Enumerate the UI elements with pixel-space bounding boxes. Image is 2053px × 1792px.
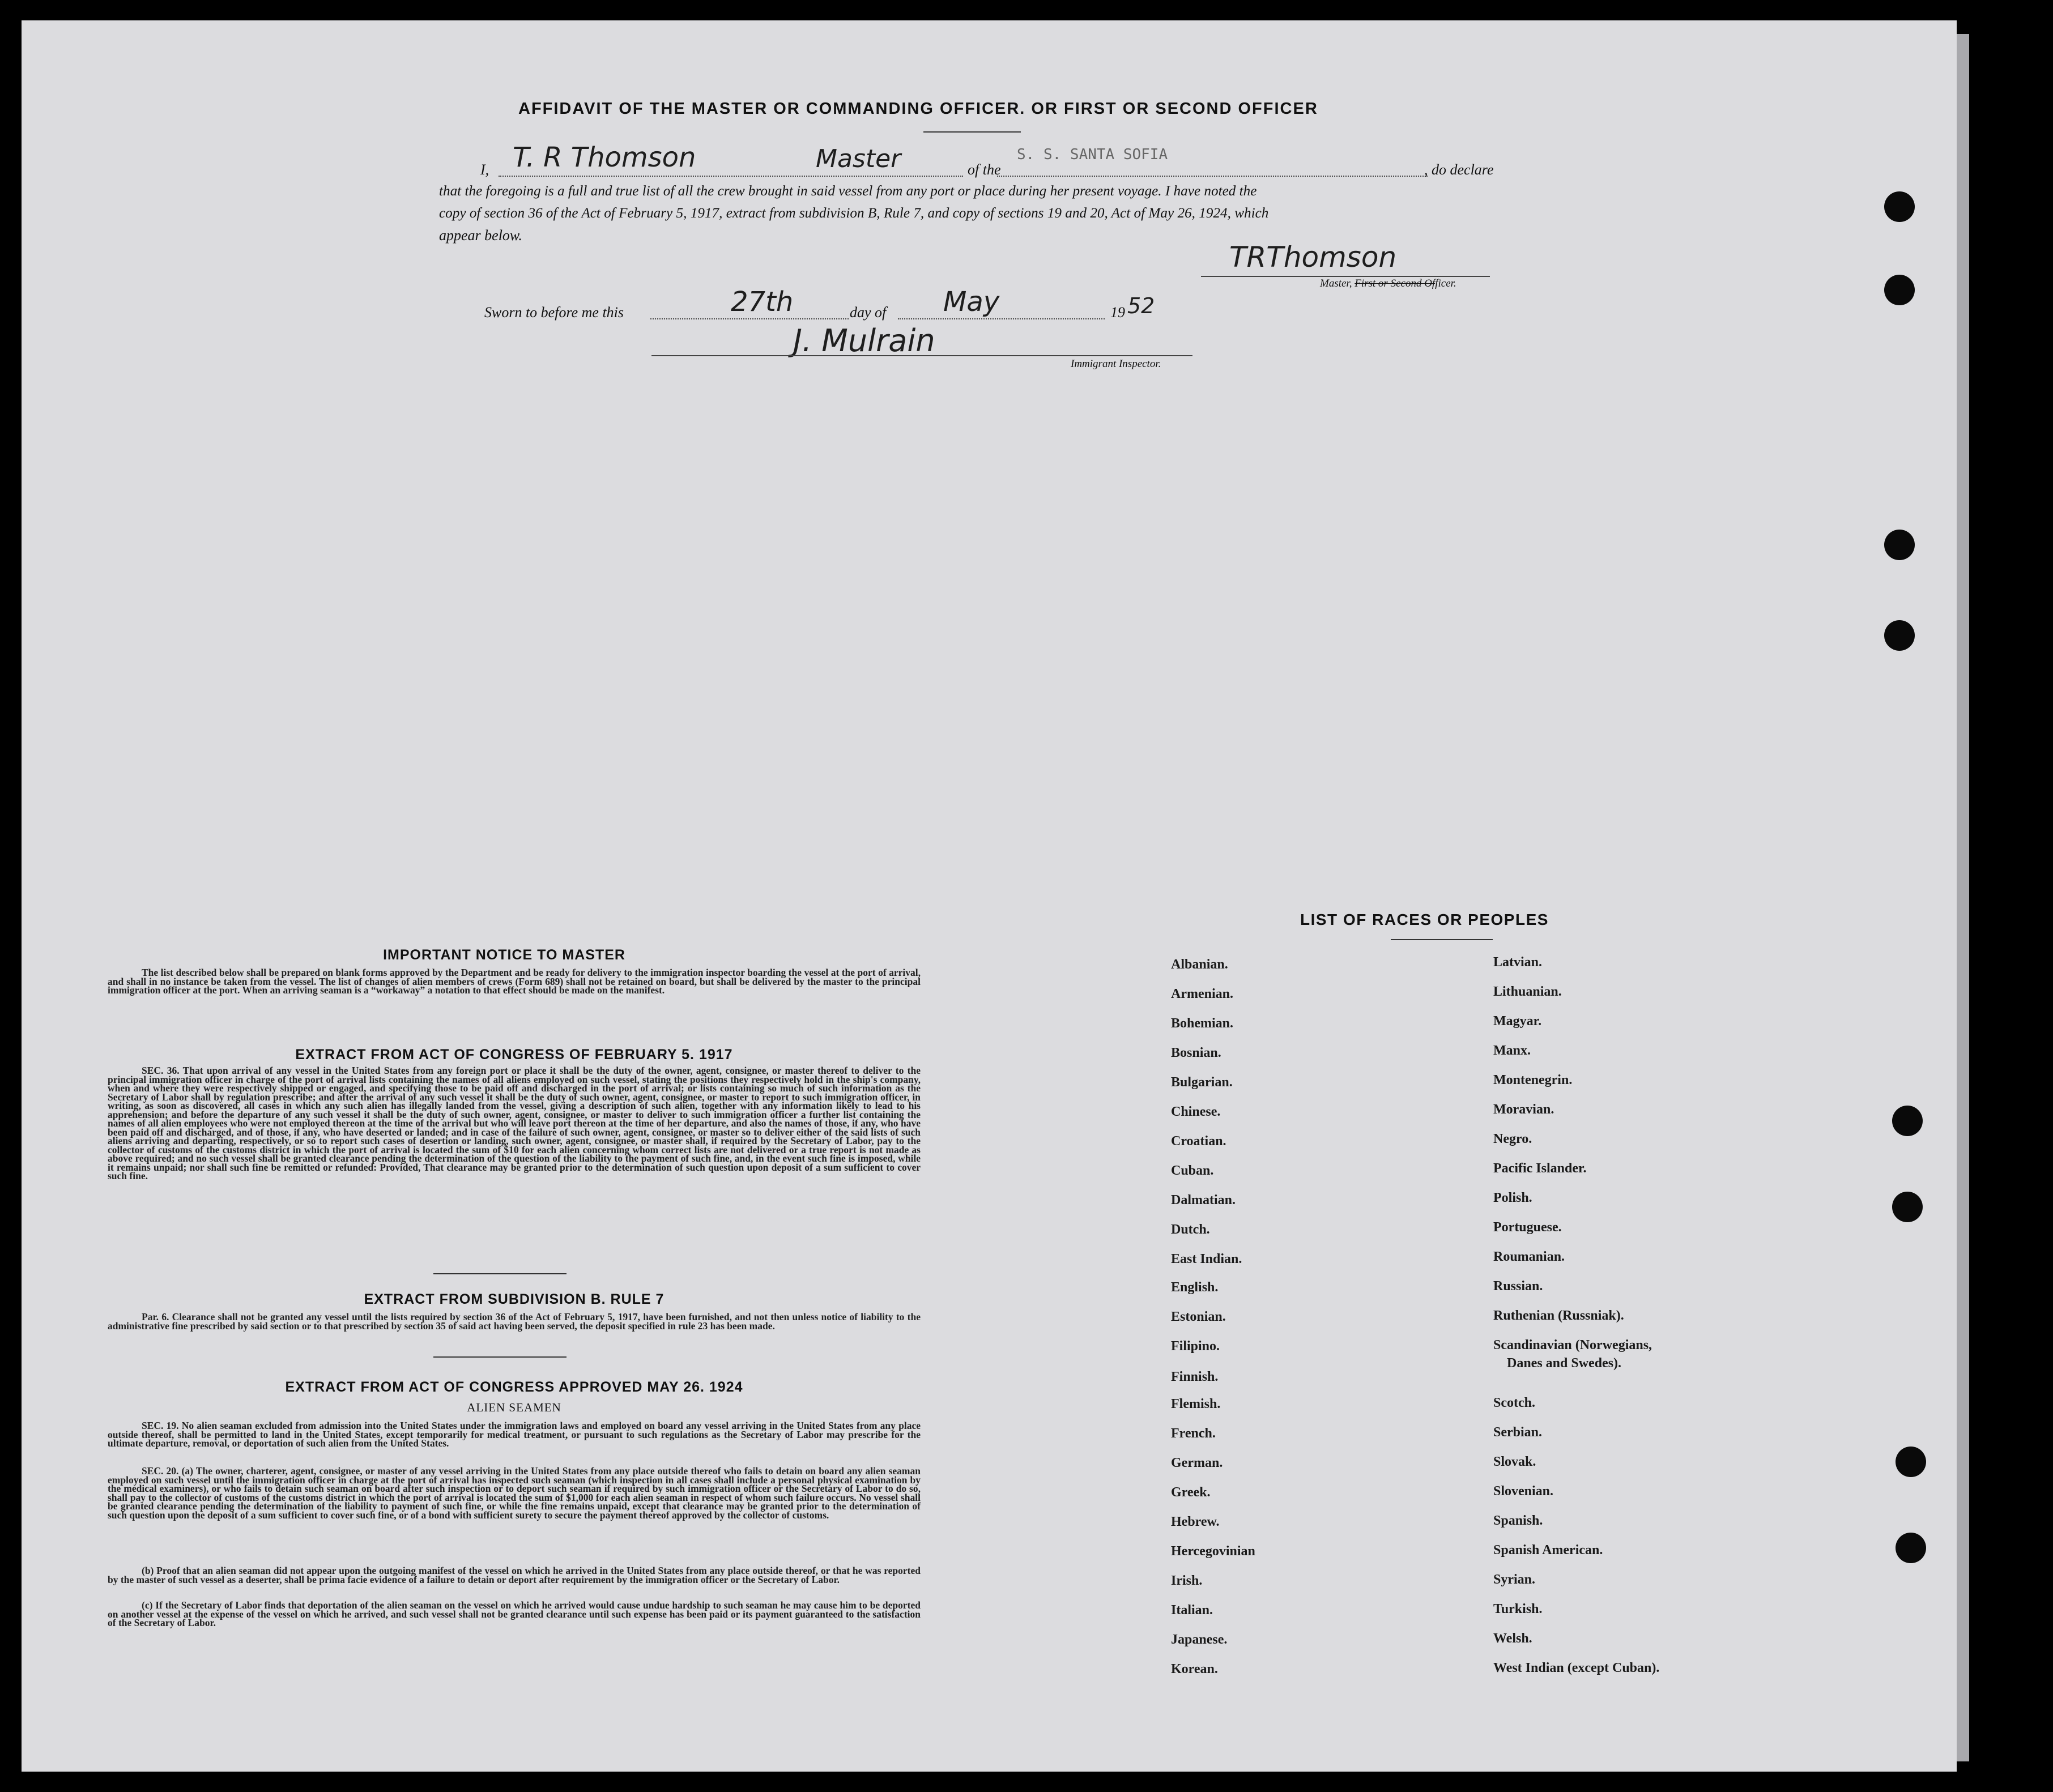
race-item: Roumanian. — [1493, 1249, 1565, 1264]
sec-20c-text: (c) If the Secretary of Labor finds that deportation of the alien seaman on the vessel on which he arrived would cause undue hardship to such seaman he may cause him to be deported on another vessel at the expense of the vessel on which he arrived, and such vessel shall not be granted clearance until such expense has been paid or its payment guaranteed to the satisfaction of the Secretary of Labor. — [108, 1599, 921, 1628]
year-prefix: 19 — [1110, 304, 1125, 321]
inspector-caption: Immigrant Inspector. — [1071, 358, 1161, 370]
affidavit-body-line: appear below. — [439, 227, 522, 244]
race-item: Moravian. — [1493, 1102, 1554, 1117]
race-item: Dalmatian. — [1171, 1193, 1236, 1208]
extract-1924-title: EXTRACT FROM ACT OF CONGRESS APPROVED MAY 26. 1924 — [285, 1379, 743, 1395]
race-item: Slovenian. — [1493, 1484, 1554, 1499]
section-divider — [433, 1356, 567, 1358]
race-item: Latvian. — [1493, 955, 1543, 970]
inspector-line — [651, 355, 1192, 356]
affidavit-body-line: copy of section 36 of the Act of February 5, 1917, extract from subdivision B, Rule 7, and copy of sections 19 and 20, Act of May 26, 1924, which — [439, 206, 1269, 221]
race-item: Syrian. — [1493, 1572, 1536, 1587]
race-item: Manx. — [1493, 1043, 1531, 1058]
binder-hole — [1896, 1447, 1926, 1477]
race-item: Slovak. — [1493, 1454, 1536, 1469]
alien-seamen-subtitle: ALIEN SEAMEN — [467, 1401, 561, 1414]
inspector-signature: J. Mulrain — [793, 323, 935, 359]
race-item: East Indian. — [1171, 1252, 1242, 1266]
race-item: Hercegovinian — [1171, 1544, 1255, 1559]
master-name-handwritten: T. R Thomson — [513, 142, 696, 173]
month-fill-line — [898, 318, 1105, 319]
race-item: Chinese. — [1171, 1104, 1221, 1119]
section-divider — [433, 1273, 567, 1274]
binder-hole — [1884, 275, 1915, 305]
race-item: Filipino. — [1171, 1339, 1220, 1354]
race-item: Bosnian. — [1171, 1046, 1221, 1060]
rank-handwritten: Master — [816, 144, 901, 173]
affidavit-body-line: that the foregoing is a full and true list of all the crew brought in said vessel from any port or place during her present voyage. I have noted the — [439, 184, 1257, 199]
binder-hole — [1884, 191, 1915, 222]
race-item: Pacific Islander. — [1493, 1161, 1587, 1176]
affidavit-title: AFFIDAVIT OF THE MASTER OR COMMANDING OFFICER. OR FIRST OR SECOND OFFICER — [518, 100, 1318, 118]
race-item: Spanish. — [1493, 1513, 1543, 1528]
sec-20a-text: SEC. 20. (a) The owner, charterer, agent, consignee, or master of any vessel arriving in the United States from any place outside thereof who fails to detain on board any alien seaman employed on such vessel until the immigration officer in charge at the port of arrival has inspected such seaman (which inspection in all cases shall include a personal physical examination by the medical examiners), or who fails to detain such seaman on board after such inspection or to deport such seaman if required by such immigration officer or the Secretary of Labor to do so, shall pay to the collector of customs of the customs district in which the port of arrival is located the sum of $1,000 for each alien seaman in respect of whom such failure occurs. No vessel shall be granted clearance pending the determination of the liability to payment of such fine, or while the fine remains unpaid, except that clearance may be granted prior to the determination of such question upon the deposit of a sum sufficient to cover such fine, or of a bond with sufficient surety to secure the payment thereof approved by the collector of customs. — [108, 1465, 921, 1521]
race-item: German. — [1171, 1456, 1223, 1470]
race-item: Welsh. — [1493, 1631, 1532, 1646]
race-item: Portuguese. — [1493, 1220, 1562, 1235]
race-item: Bohemian. — [1171, 1016, 1234, 1031]
race-item: West Indian (except Cuban). — [1493, 1661, 1660, 1675]
signature-line — [1201, 276, 1490, 277]
of-the-label: of the — [968, 161, 1001, 178]
race-item: Armenian. — [1171, 987, 1233, 1001]
struck-text: First or Second Of — [1355, 278, 1436, 289]
extract-1917-title: EXTRACT FROM ACT OF CONGRESS OF FEBRUARY 5. 1917 — [295, 1047, 733, 1063]
race-item: Dutch. — [1171, 1222, 1210, 1237]
race-item: Irish. — [1171, 1573, 1203, 1588]
race-item: Greek. — [1171, 1485, 1211, 1500]
race-item: Hebrew. — [1171, 1514, 1220, 1529]
sec-19-text: SEC. 19. No alien seaman excluded from admission into the United States under the immigration laws and employed on board any vessel arriving in the United States from any place outside thereof, shall be permitted to land in the United States, except temporarily for medical treatment, or pursuant to such regulations as the Secretary of Labor may prescribe for the ultimate departure, removal, or deportation of such alien from the United States. — [108, 1420, 921, 1449]
master-signature: TRThomson — [1229, 241, 1397, 274]
day-of-label: day of — [850, 304, 887, 321]
race-item: Croatian. — [1171, 1134, 1226, 1149]
notice-title: IMPORTANT NOTICE TO MASTER — [383, 947, 625, 963]
signature-caption: Master, First or Second Officer. — [1320, 278, 1456, 289]
races-title-underline — [1391, 939, 1493, 940]
day-fill-line — [650, 318, 849, 319]
vessel-name-stamp: S. S. SANTA SOFIA — [1017, 146, 1168, 163]
race-item: Korean. — [1171, 1662, 1218, 1676]
race-item: Cuban. — [1171, 1163, 1214, 1178]
race-item: Russian. — [1493, 1279, 1543, 1294]
do-declare-label: , do declare — [1424, 161, 1494, 178]
race-item: Danes and Swedes). — [1507, 1356, 1622, 1371]
race-item: Albanian. — [1171, 957, 1228, 972]
binder-hole — [1884, 530, 1915, 560]
race-item: Flemish. — [1171, 1397, 1221, 1411]
race-item: Negro. — [1493, 1132, 1532, 1146]
subdivision-b-text: Par. 6. Clearance shall not be granted any vessel until the lists required by section 36 of the Act of February 5, 1917, have been furnished, and not then unless notice of liability to the administrative fine prescribed by said section or to that prescribed by section 35 of said act having been served, the deposit specified in rule 23 has been made. — [108, 1311, 921, 1332]
title-underline — [923, 131, 1021, 133]
year-handwritten: 52 — [1127, 293, 1155, 318]
race-item: English. — [1171, 1280, 1219, 1295]
races-title: LIST OF RACES OR PEOPLES — [1300, 911, 1549, 928]
race-item: Magyar. — [1493, 1014, 1542, 1029]
race-item: Lithuanian. — [1493, 984, 1562, 999]
day-handwritten: 27th — [731, 286, 794, 318]
race-item: Scandinavian (Norwegians, — [1493, 1338, 1652, 1352]
binder-hole — [1884, 620, 1915, 651]
notice-text: The list described below shall be prepared on blank forms approved by the Department and be ready for delivery to the immigration inspector boarding the vessel at the port of arrival, and shall in no instance be taken from the vessel. The list of changes of alien members of crews (Form 689) shall not be retained on board, but shall be delivered by the master to the principal immigration officer at the port. When an arriving seaman is a “workaway” a notation to that effect should be made on the manifest. — [108, 967, 921, 996]
race-item: Japanese. — [1171, 1632, 1228, 1647]
race-item: Ruthenian (Russniak). — [1493, 1308, 1624, 1323]
sworn-label: Sworn to before me this — [484, 304, 624, 321]
binder-hole — [1892, 1192, 1923, 1222]
race-item: Italian. — [1171, 1603, 1213, 1618]
race-item: Finnish. — [1171, 1369, 1219, 1384]
race-item: Scotch. — [1493, 1396, 1535, 1410]
race-item: Turkish. — [1493, 1602, 1543, 1616]
race-item: Bulgarian. — [1171, 1075, 1233, 1090]
subdivision-b-title: EXTRACT FROM SUBDIVISION B. RULE 7 — [364, 1291, 665, 1307]
binder-hole — [1896, 1533, 1926, 1563]
binder-hole — [1892, 1106, 1923, 1136]
race-item: Estonian. — [1171, 1309, 1226, 1324]
name-fill-line — [499, 176, 963, 177]
race-item: Serbian. — [1493, 1425, 1543, 1440]
race-item: Spanish American. — [1493, 1543, 1603, 1558]
extract-1917-text: SEC. 36. That upon arrival of any vessel in the United States from any foreign port or place it shall be the duty of the owner, agent, consignee, or master thereof to deliver to the principal immigration officer in charge of the port of arrival lists containing the names of all aliens employed on such vessel, stating the positions they respectively hold in the ship's company, when and where they were respectively shipped or engaged, and specifying those to be paid off and discharged in the port of arrival; or lists containing so much of such information as the Secretary of Labor shall by regulation prescribe; and after the arrival of any such vessel it shall be the duty of such owner, agent, consignee, or master to report to such immigration officer, in writing, as soon as discovered, all cases in which any such alien has illegally landed from the vessel, giving a description of such alien, together with any information likely to lead to his apprehension; and before the departure of any such vessel it shall be the duty of such owner, agent, consignee, or master to deliver to such immigration officer a further list containing the names of all alien employees who were not employed thereon at the time of the arrival but who will leave port thereon at the time of her departure, and also the names of those, if any, who have been paid off and discharged, and of those, if any, who have deserted or landed; and in case of the failure of such owner, agent, consignee, or master so to deliver either of the said lists of such aliens arriving and departing, respectively, or so to report such cases of desertion or landing, such owner, agent, consignee, or master shall, if required by the Secretary of Labor, pay to the collector of customs of the customs district in which the port of arrival is located the sum of $10 for each alien concerning whom correct lists are not delivered or a true report is not made as above required; and no such vessel shall be granted clearance pending the determination of the question of the liability to the payment of such fine, and, in the event such fine is imposed, while it remains unpaid; nor shall such fine be remitted or refunded: Provided, That clearance may be granted prior to the determination of such question upon deposit of a sum sufficient to cover such fine. — [108, 1065, 921, 1181]
page-edge — [1957, 34, 1969, 1761]
vessel-fill-line — [997, 176, 1428, 177]
race-item: Montenegrin. — [1493, 1073, 1573, 1087]
race-item: Polish. — [1493, 1191, 1532, 1205]
race-item: French. — [1171, 1426, 1216, 1441]
sec-20b-text: (b) Proof that an alien seaman did not appear upon the outgoing manifest of the vessel on which he arrived in the United States from any place outside thereof, or that he was reported by the master of such vessel as a deserter, shall be prima facie evidence of a failure to detain or deport after requirement by the immigration officer or the Secretary of Labor. — [108, 1565, 921, 1585]
affidavit-prefix: I, — [480, 161, 489, 178]
month-handwritten: May — [943, 286, 1000, 318]
